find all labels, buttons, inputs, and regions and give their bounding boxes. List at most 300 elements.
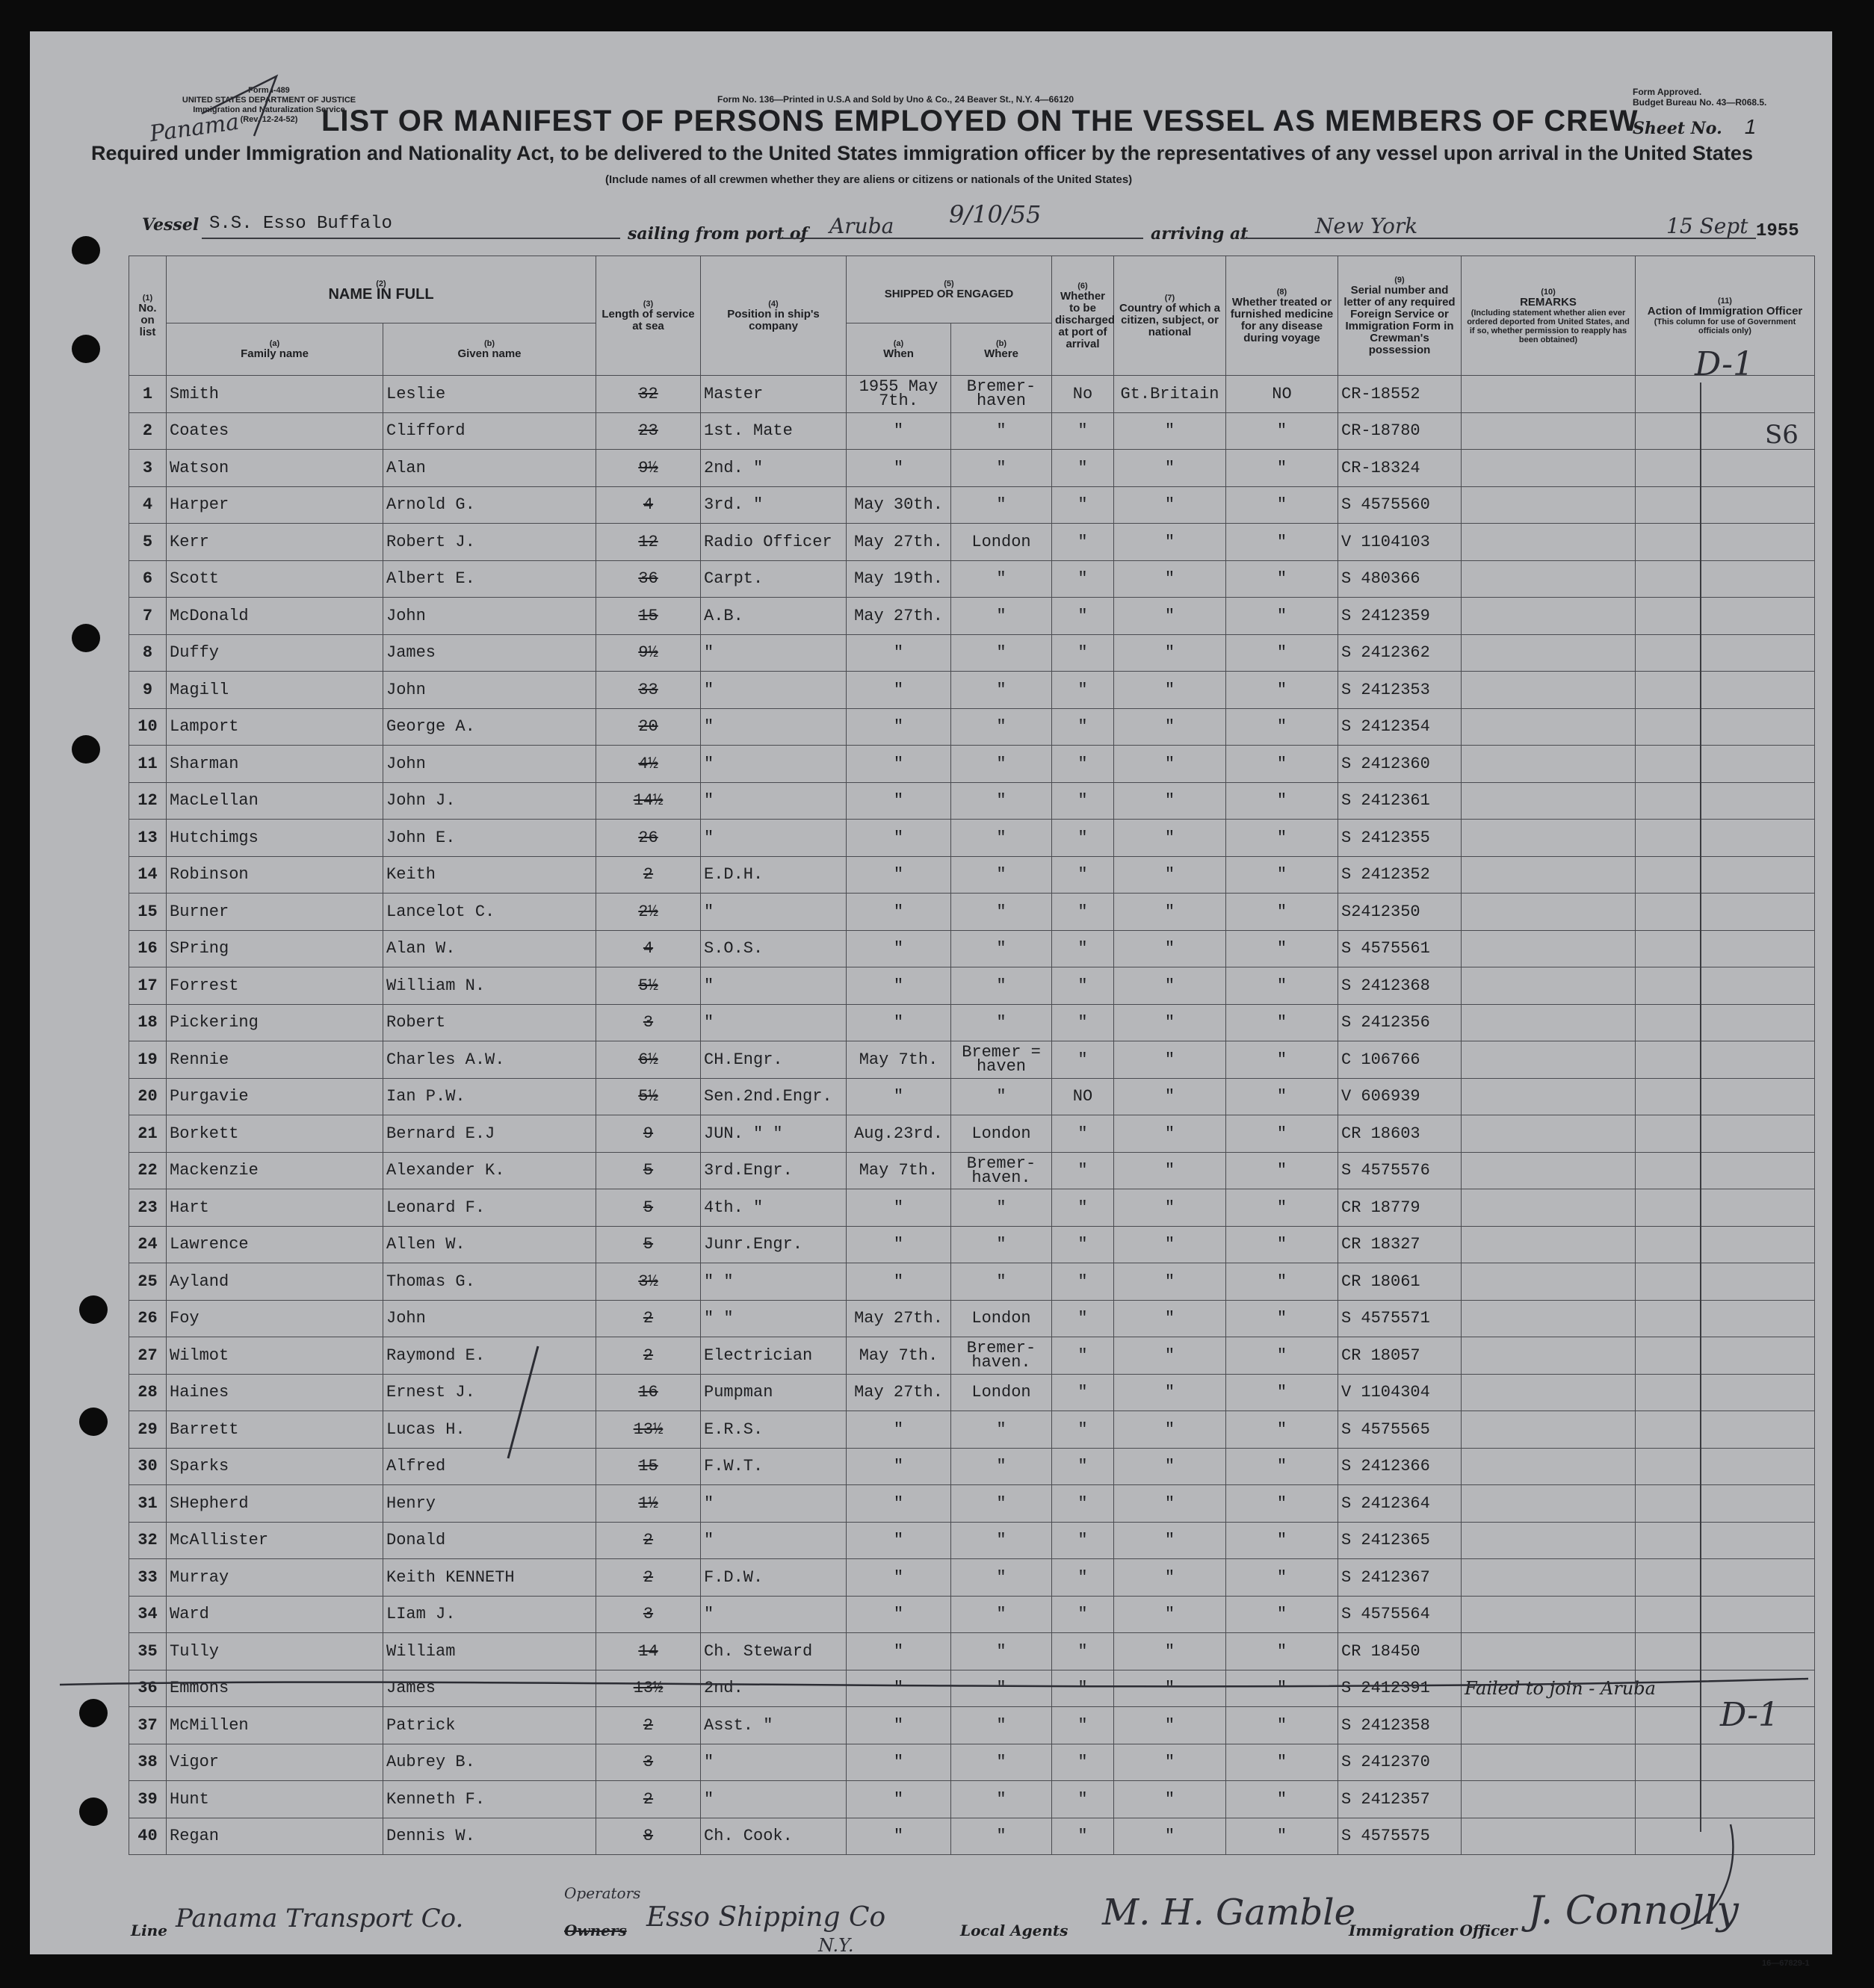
serial-number-cell: S 2412355: [1338, 820, 1462, 857]
shipped-where-cell: ": [951, 1522, 1052, 1559]
shipped-when-cell: ": [847, 856, 951, 894]
length-of-service-cell: 5½: [596, 967, 701, 1005]
country-cell: ": [1114, 1300, 1226, 1337]
remarks-cell: [1462, 1411, 1636, 1449]
table-row: [129, 1263, 1815, 1301]
shipped-where-cell: ": [951, 1781, 1052, 1818]
header-shipped-or-engaged: (5) SHIPPED OR ENGAGED: [847, 256, 1052, 323]
sailing-label: sailing from port of: [628, 224, 808, 244]
country-cell: ": [1114, 1707, 1226, 1744]
given-name-cell: Aubrey B.: [383, 1744, 596, 1781]
officer-action-cell: [1636, 1633, 1815, 1670]
officer-action-cell: [1636, 1226, 1815, 1263]
position-cell: ": [701, 672, 847, 709]
owners-label: Owners: [564, 1922, 627, 1939]
position-cell: Asst. ": [701, 1707, 847, 1744]
remarks-cell: [1462, 1744, 1636, 1781]
sheet-value: 1: [1744, 115, 1757, 138]
footer: [131, 1884, 1812, 1956]
discharge-cell: ": [1052, 1781, 1114, 1818]
officer-action-cell: [1636, 634, 1815, 672]
family-name-cell: Pickering: [167, 1004, 383, 1041]
officer-action-cell: [1636, 894, 1815, 931]
position-cell: A.B.: [701, 598, 847, 635]
table-row: [129, 1781, 1815, 1818]
position-cell: ": [701, 967, 847, 1005]
remarks-cell: [1462, 1374, 1636, 1411]
position-cell: Radio Officer: [701, 524, 847, 561]
family-name-cell: McMillen: [167, 1707, 383, 1744]
header-discharge: (6) Whether to be discharged at port of arrival: [1052, 256, 1114, 376]
discharge-cell: ": [1052, 1337, 1114, 1375]
position-cell: ": [701, 1596, 847, 1633]
family-name-cell: SPring: [167, 930, 383, 967]
discharge-cell: ": [1052, 1744, 1114, 1781]
table-row: [129, 1633, 1815, 1670]
shipped-where-cell: ": [951, 1633, 1052, 1670]
remarks-cell: [1462, 1115, 1636, 1153]
shipped-when-cell: ": [847, 1078, 951, 1115]
header-name-in-full: (2) NAME IN FULL: [167, 256, 596, 323]
table-row: [129, 560, 1815, 598]
officer-action-cell: [1636, 782, 1815, 820]
medicine-cell: ": [1226, 1189, 1338, 1227]
owners-city: N.Y.: [818, 1935, 854, 1956]
officer-action-cell: [1636, 856, 1815, 894]
officer-action-cell: [1636, 560, 1815, 598]
service-name: Immigration and Naturalization Service: [193, 105, 345, 114]
given-name-cell: Alan W.: [383, 930, 596, 967]
shipped-where-cell: Bremer- haven.: [951, 1152, 1052, 1189]
table-row: [129, 746, 1815, 783]
shipped-where-cell: ": [951, 412, 1052, 450]
given-name-cell: Ian P.W.: [383, 1078, 596, 1115]
serial-number-cell: C 106766: [1338, 1041, 1462, 1079]
row-number-cell: 23: [129, 1189, 167, 1227]
shipped-when-cell: ": [847, 1411, 951, 1449]
shipped-when-cell: May 7th.: [847, 1152, 951, 1189]
country-cell: ": [1114, 1744, 1226, 1781]
country-cell: ": [1114, 486, 1226, 524]
header-given-name: (b) Given name: [383, 323, 596, 376]
serial-number-cell: S 4575565: [1338, 1411, 1462, 1449]
length-of-service-cell: 4½: [596, 746, 701, 783]
row-number-cell: 34: [129, 1596, 167, 1633]
table-row: [129, 1078, 1815, 1115]
serial-number-cell: S 2412357: [1338, 1781, 1462, 1818]
row-number-cell: 17: [129, 967, 167, 1005]
given-name-cell: Bernard E.J: [383, 1115, 596, 1153]
length-of-service-cell: 12: [596, 524, 701, 561]
remarks-cell: [1462, 376, 1636, 413]
length-of-service-cell: 5: [596, 1189, 701, 1227]
length-of-service-cell: 2: [596, 1522, 701, 1559]
shipped-when-cell: ": [847, 930, 951, 967]
family-name-cell: McDonald: [167, 598, 383, 635]
medicine-cell: ": [1226, 820, 1338, 857]
shipped-when-cell: ": [847, 672, 951, 709]
given-name-cell: Henry: [383, 1485, 596, 1523]
table-row: [129, 708, 1815, 746]
header-country: (7) Country of which a citizen, subject, or national: [1114, 256, 1226, 376]
given-name-cell: Leslie: [383, 376, 596, 413]
officer-action-cell: [1636, 524, 1815, 561]
discharge-cell: ": [1052, 1041, 1114, 1079]
family-name-cell: Wilmot: [167, 1337, 383, 1375]
shipped-where-cell: ": [951, 708, 1052, 746]
family-name-cell: Hutchimgs: [167, 820, 383, 857]
row-number-cell: 3: [129, 450, 167, 487]
given-name-cell: John: [383, 1300, 596, 1337]
position-cell: ": [701, 1781, 847, 1818]
table-row: [129, 1448, 1815, 1485]
header-position: (4) Position in ship's company: [701, 256, 847, 376]
serial-number-cell: S 2412362: [1338, 634, 1462, 672]
serial-number-cell: CR-18552: [1338, 376, 1462, 413]
row-number-cell: 19: [129, 1041, 167, 1079]
family-name-cell: Robinson: [167, 856, 383, 894]
family-name-cell: Foy: [167, 1300, 383, 1337]
remarks-cell: [1462, 1633, 1636, 1670]
shipped-where-cell: ": [951, 1670, 1052, 1707]
agents-label: Local Agents: [960, 1922, 1069, 1939]
row-number-cell: 25: [129, 1263, 167, 1301]
family-name-cell: Magill: [167, 672, 383, 709]
serial-number-cell: S 4575561: [1338, 930, 1462, 967]
remarks-cell: [1462, 1189, 1636, 1227]
row-number-cell: 29: [129, 1411, 167, 1449]
medicine-cell: ": [1226, 486, 1338, 524]
medicine-cell: ": [1226, 967, 1338, 1005]
given-name-cell: John J.: [383, 782, 596, 820]
length-of-service-cell: 4: [596, 930, 701, 967]
discharge-cell: ": [1052, 782, 1114, 820]
officer-action-cell: [1636, 1115, 1815, 1153]
length-of-service-cell: 4: [596, 486, 701, 524]
length-of-service-cell: 3: [596, 1596, 701, 1633]
medicine-cell: ": [1226, 930, 1338, 967]
table-row: [129, 1337, 1815, 1375]
country-cell: ": [1114, 1189, 1226, 1227]
country-cell: ": [1114, 708, 1226, 746]
shipped-when-cell: May 7th.: [847, 1041, 951, 1079]
length-of-service-cell: 26: [596, 820, 701, 857]
discharge-cell: ": [1052, 1374, 1114, 1411]
table-row: [129, 1596, 1815, 1633]
given-name-cell: Lucas H.: [383, 1411, 596, 1449]
remarks-cell: [1462, 1337, 1636, 1375]
discharge-cell: ": [1052, 1633, 1114, 1670]
arriving-label: arriving at: [1151, 224, 1249, 244]
given-name-cell: John: [383, 598, 596, 635]
department-name: UNITED STATES DEPARTMENT OF JUSTICE: [182, 96, 356, 105]
given-name-cell: John E.: [383, 820, 596, 857]
officer-action-cell: [1636, 820, 1815, 857]
length-of-service-cell: 2: [596, 1300, 701, 1337]
medicine-cell: ": [1226, 1300, 1338, 1337]
discharge-cell: ": [1052, 708, 1114, 746]
remarks-cell: [1462, 1226, 1636, 1263]
country-cell: ": [1114, 1633, 1226, 1670]
length-of-service-cell: 32: [596, 376, 701, 413]
remarks-cell: [1462, 450, 1636, 487]
discharge-cell: ": [1052, 1189, 1114, 1227]
length-of-service-cell: 13½: [596, 1670, 701, 1707]
vessel-name: S.S. Esso Buffalo: [209, 214, 392, 234]
shipped-when-cell: ": [847, 1818, 951, 1855]
position-cell: Ch. Cook.: [701, 1818, 847, 1855]
serial-number-cell: V 1104304: [1338, 1374, 1462, 1411]
shipped-when-cell: ": [847, 820, 951, 857]
discharge-cell: ": [1052, 450, 1114, 487]
remarks-cell: [1462, 1004, 1636, 1041]
length-of-service-cell: 5: [596, 1226, 701, 1263]
header-remarks: (10) REMARKS (Including statement whether alien ever ordered deported from United States, and if so, whether permission to reapply has been obtained): [1462, 256, 1636, 376]
country-cell: ": [1114, 524, 1226, 561]
row-number-cell: 4: [129, 486, 167, 524]
given-name-cell: Keith KENNETH: [383, 1559, 596, 1597]
given-name-cell: James: [383, 634, 596, 672]
country-cell: ": [1114, 930, 1226, 967]
officer-label: Immigration Officer: [1349, 1922, 1518, 1939]
shipped-when-cell: ": [847, 967, 951, 1005]
serial-number-cell: S 2412359: [1338, 598, 1462, 635]
row-number-cell: 31: [129, 1485, 167, 1523]
length-of-service-cell: 9½: [596, 634, 701, 672]
remarks-cell: [1462, 634, 1636, 672]
family-name-cell: MacLellan: [167, 782, 383, 820]
serial-number-cell: S 4575576: [1338, 1152, 1462, 1189]
serial-number-cell: S 2412358: [1338, 1707, 1462, 1744]
serial-number-cell: S 2412391: [1338, 1670, 1462, 1707]
serial-number-cell: S2412350: [1338, 894, 1462, 931]
length-of-service-cell: 16: [596, 1374, 701, 1411]
remarks-cell: [1462, 1522, 1636, 1559]
given-name-cell: William N.: [383, 967, 596, 1005]
given-name-cell: William: [383, 1633, 596, 1670]
country-cell: ": [1114, 1041, 1226, 1079]
side-handwriting: Panama: [148, 108, 241, 148]
row-number-cell: 24: [129, 1226, 167, 1263]
remarks-cell: [1462, 746, 1636, 783]
serial-number-cell: S 2412352: [1338, 856, 1462, 894]
family-name-cell: Vigor: [167, 1744, 383, 1781]
serial-number-cell: S 4575571: [1338, 1300, 1462, 1337]
shipped-when-cell: 1955 May 7th.: [847, 376, 951, 413]
medicine-cell: ": [1226, 560, 1338, 598]
shipped-where-cell: ": [951, 782, 1052, 820]
officer-action-cell: [1636, 1522, 1815, 1559]
officer-action-cell: [1636, 486, 1815, 524]
position-cell: 2nd.: [701, 1670, 847, 1707]
shipped-when-cell: ": [847, 1781, 951, 1818]
country-cell: ": [1114, 412, 1226, 450]
position-cell: 2nd. ": [701, 450, 847, 487]
approval-block: [1633, 87, 1766, 108]
shipped-when-cell: ": [847, 1004, 951, 1041]
shipped-where-cell: London: [951, 1374, 1052, 1411]
header-medicine: (8) Whether treated or furnished medicine for any disease during voyage: [1226, 256, 1338, 376]
table-row: [129, 412, 1815, 450]
officer-action-cell: [1636, 1152, 1815, 1189]
medicine-cell: ": [1226, 1522, 1338, 1559]
given-name-cell: Raymond E.: [383, 1337, 596, 1375]
serial-number-cell: S 2412365: [1338, 1522, 1462, 1559]
row-number-cell: 13: [129, 820, 167, 857]
given-name-cell: Robert J.: [383, 524, 596, 561]
serial-number-cell: S 4575564: [1338, 1596, 1462, 1633]
family-name-cell: Hunt: [167, 1781, 383, 1818]
manifest-page: [30, 31, 1832, 1968]
agents-signature: M. H. Gamble: [1102, 1892, 1355, 1933]
sheet-number: [1633, 115, 1756, 139]
discharge-cell: ": [1052, 1559, 1114, 1597]
remarks-cell: Failed to join - Aruba: [1462, 1670, 1636, 1707]
position-cell: 3rd. ": [701, 486, 847, 524]
medicine-cell: ": [1226, 894, 1338, 931]
shipped-where-cell: ": [951, 820, 1052, 857]
country-cell: ": [1114, 1115, 1226, 1153]
position-cell: 4th. ": [701, 1189, 847, 1227]
shipped-when-cell: ": [847, 746, 951, 783]
serial-number-cell: S 2412366: [1338, 1448, 1462, 1485]
medicine-cell: ": [1226, 1596, 1338, 1633]
shipped-where-cell: ": [951, 1004, 1052, 1041]
serial-number-cell: V 606939: [1338, 1078, 1462, 1115]
table-row: [129, 1522, 1815, 1559]
header-when: (a) When: [847, 323, 951, 376]
discharge-cell: ": [1052, 1448, 1114, 1485]
officer-action-cell: [1636, 1411, 1815, 1449]
shipped-where-cell: London: [951, 1300, 1052, 1337]
family-name-cell: Ayland: [167, 1263, 383, 1301]
row-number-cell: 35: [129, 1633, 167, 1670]
position-cell: Carpt.: [701, 560, 847, 598]
shipped-where-cell: Bremer- haven: [951, 376, 1052, 413]
row-number-cell: 22: [129, 1152, 167, 1189]
family-name-cell: Barrett: [167, 1411, 383, 1449]
length-of-service-cell: 14½: [596, 782, 701, 820]
discharge-cell: ": [1052, 820, 1114, 857]
officer-action-cell: [1636, 1781, 1815, 1818]
length-of-service-cell: 9½: [596, 450, 701, 487]
table-row: [129, 1115, 1815, 1153]
given-name-cell: John: [383, 746, 596, 783]
table-row: [129, 1670, 1815, 1707]
given-name-cell: Keith: [383, 856, 596, 894]
remarks-cell: [1462, 560, 1636, 598]
given-name-cell: Allen W.: [383, 1226, 596, 1263]
table-row: [129, 967, 1815, 1005]
length-of-service-cell: 23: [596, 412, 701, 450]
vessel-line: [142, 200, 1823, 244]
medicine-cell: ": [1226, 1004, 1338, 1041]
officer-action-cell: [1636, 672, 1815, 709]
country-cell: ": [1114, 1078, 1226, 1115]
row-number-cell: 16: [129, 930, 167, 967]
country-cell: ": [1114, 450, 1226, 487]
row-number-cell: 20: [129, 1078, 167, 1115]
shipped-where-cell: ": [951, 1189, 1052, 1227]
shipped-when-cell: ": [847, 708, 951, 746]
shipped-when-cell: May 27th.: [847, 1300, 951, 1337]
shipped-when-cell: ": [847, 1448, 951, 1485]
row-number-cell: 18: [129, 1004, 167, 1041]
given-name-cell: Ernest J.: [383, 1374, 596, 1411]
country-cell: ": [1114, 894, 1226, 931]
table-row: [129, 1041, 1815, 1079]
discharge-cell: NO: [1052, 1078, 1114, 1115]
medicine-cell: ": [1226, 1448, 1338, 1485]
serial-number-cell: CR 18061: [1338, 1263, 1462, 1301]
country-cell: ": [1114, 1781, 1226, 1818]
position-cell: F.D.W.: [701, 1559, 847, 1597]
medicine-cell: ": [1226, 1078, 1338, 1115]
discharge-cell: ": [1052, 746, 1114, 783]
officer-action-cell: [1636, 930, 1815, 967]
shipped-when-cell: ": [847, 1596, 951, 1633]
position-cell: ": [701, 1485, 847, 1523]
country-cell: ": [1114, 1596, 1226, 1633]
officer-action-cell: [1636, 1189, 1815, 1227]
serial-number-cell: S 480366: [1338, 560, 1462, 598]
length-of-service-cell: 2: [596, 1559, 701, 1597]
medicine-cell: ": [1226, 856, 1338, 894]
length-of-service-cell: 1½: [596, 1485, 701, 1523]
serial-number-cell: S 4575560: [1338, 486, 1462, 524]
family-name-cell: Tully: [167, 1633, 383, 1670]
medicine-cell: ": [1226, 782, 1338, 820]
shipped-when-cell: ": [847, 894, 951, 931]
shipped-when-cell: ": [847, 1263, 951, 1301]
table-row: [129, 1374, 1815, 1411]
row-number-cell: 6: [129, 560, 167, 598]
family-name-cell: Lawrence: [167, 1226, 383, 1263]
remarks-cell: [1462, 1707, 1636, 1744]
row-number-cell: 14: [129, 856, 167, 894]
length-of-service-cell: 2: [596, 1781, 701, 1818]
length-of-service-cell: 20: [596, 708, 701, 746]
row-number-cell: 12: [129, 782, 167, 820]
family-name-cell: Emmons: [167, 1670, 383, 1707]
medicine-cell: ": [1226, 1781, 1338, 1818]
row-number-cell: 40: [129, 1818, 167, 1855]
sheet-label: Sheet No.: [1633, 119, 1722, 138]
officer-action-cell: [1636, 1078, 1815, 1115]
position-cell: ": [701, 634, 847, 672]
shipped-where-cell: London: [951, 1115, 1052, 1153]
shipped-when-cell: ": [847, 1559, 951, 1597]
shipped-where-cell: ": [951, 634, 1052, 672]
remarks-cell: [1462, 894, 1636, 931]
row-number-cell: 36: [129, 1670, 167, 1707]
family-name-cell: SHepherd: [167, 1485, 383, 1523]
position-cell: 1st. Mate: [701, 412, 847, 450]
length-of-service-cell: 33: [596, 672, 701, 709]
shipped-when-cell: ": [847, 1670, 951, 1707]
table-row: [129, 376, 1815, 413]
family-name-cell: Regan: [167, 1818, 383, 1855]
medicine-cell: ": [1226, 450, 1338, 487]
discharge-cell: ": [1052, 634, 1114, 672]
medicine-cell: ": [1226, 1226, 1338, 1263]
given-name-cell: Albert E.: [383, 560, 596, 598]
shipped-when-cell: ": [847, 1485, 951, 1523]
operators-note: Operators: [564, 1884, 641, 1902]
serial-number-cell: S 2412364: [1338, 1485, 1462, 1523]
length-of-service-cell: 9: [596, 1115, 701, 1153]
length-of-service-cell: 36: [596, 560, 701, 598]
